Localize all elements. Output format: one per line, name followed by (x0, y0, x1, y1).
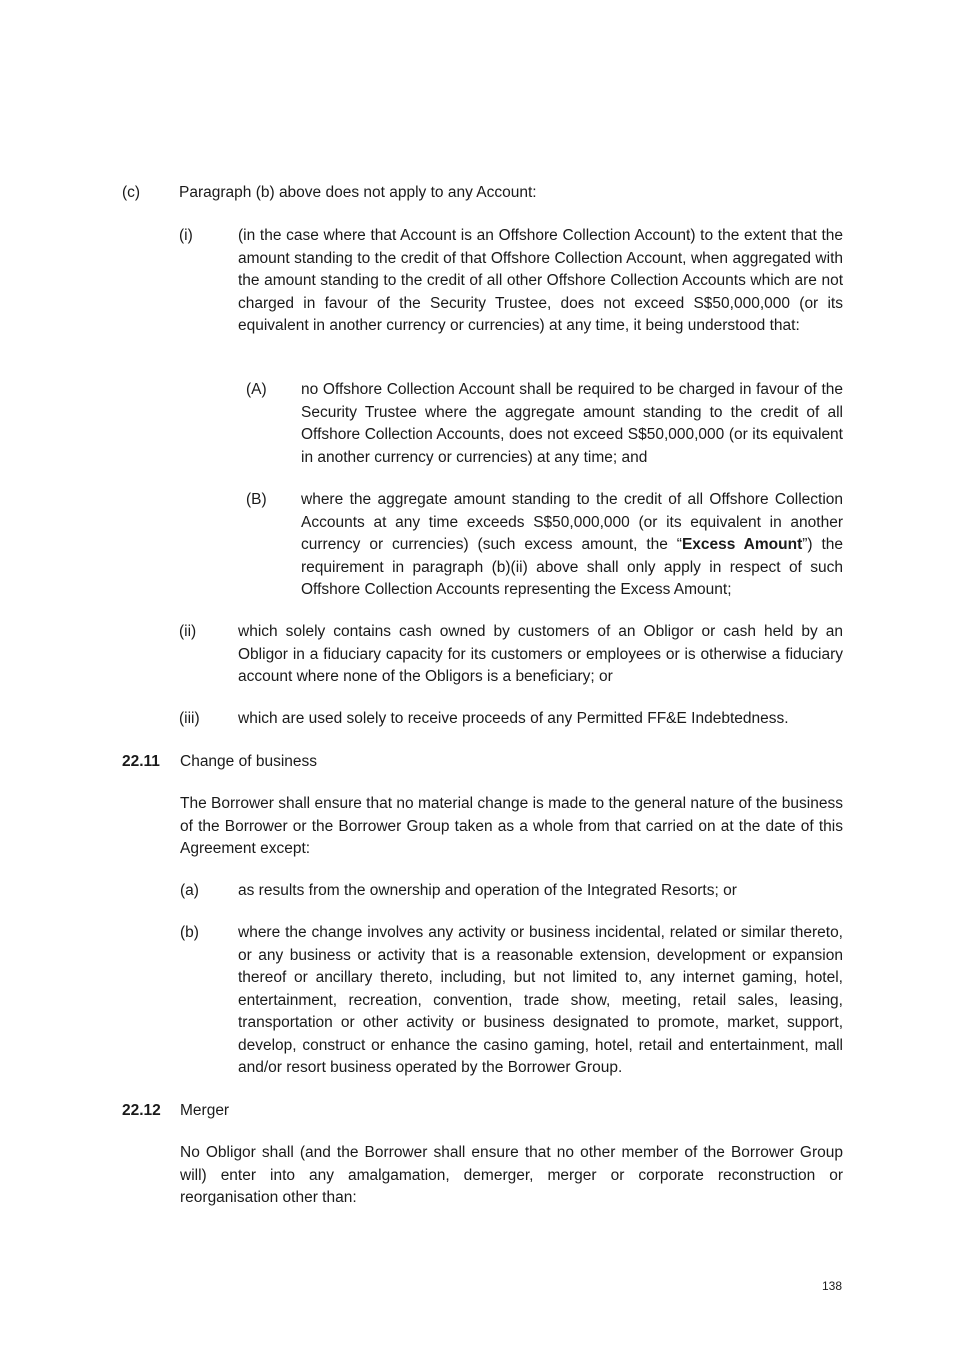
clause-c-i-A-label: (A) (246, 381, 267, 398)
section-22-11-a-text: as results from the ownership and operation of the Integrated Resorts; or (238, 882, 737, 899)
clause-c-label: (c) (122, 184, 141, 201)
section-22-12-number: 22.12 (122, 1102, 161, 1119)
clause-c-i-label: (i) (179, 227, 193, 244)
clause-c-i-A-text: no Offshore Collection Account shall be required to be charged in favour of the Security Trustee where the aggregate amount standing to the credit of all Offshore Collection Accounts, does not exceed S$50,000,000 (or its equivalent in another currency or currencies) at any time; and (301, 381, 843, 466)
clause-c-text: Paragraph (b) above does not apply to any Account: (179, 184, 537, 201)
section-22-11-title: Change of business (180, 753, 318, 770)
clause-c-iii-text: which are used solely to receive proceeds of any Permitted FF&E Indebtedness. (238, 710, 789, 727)
section-22-11-number: 22.11 (122, 753, 160, 770)
clause-c-i-text: (in the case where that Account is an Offshore Collection Account) to the extent that the amount standing to the credit of that Offshore Collection Account, when aggregated with the amount standing to the credit of all other Offshore Collection Accounts which are not charged in favour of the Security Trustee, does not exceed S$50,000,000 (or its equivalent in another currency or currencies) at any time, it being understood that: (238, 227, 843, 334)
clause-c-ii-text: which solely contains cash owned by customers of an Obligor or cash held by an Obligor in a fiduciary capacity for its customers or employees or is otherwise a fiduciary account where none of the Obligors is a beneficiary; or (238, 623, 843, 685)
section-22-11-a-label: (a) (180, 882, 199, 899)
clause-c-i-B-label: (B) (246, 491, 267, 508)
clause-c-iii-label: (iii) (179, 710, 200, 727)
clause-c-ii-label: (ii) (179, 623, 197, 640)
section-22-11-intro-text: The Borrower shall ensure that no material change is made to the general nature of the business of the Borrower or the Borrower Group taken as a whole from that carried on at the date of this Agreement except: (180, 795, 843, 857)
section-22-12-title: Merger (180, 1102, 230, 1119)
section-22-12-intro-text: No Obligor shall (and the Borrower shall ensure that no other member of the Borrower Group will) enter into any amalgamation, demerger, merger or corporate reconstruction or reorganisation other than: (180, 1144, 843, 1206)
section-22-11-b-text: where the change involves any activity or business incidental, related or similar thereto, or any business or activity that is a reasonable extension, development or expansion thereof or ancillary thereto, including, but not limited to, any internet gaming, hotel, entertainment, recreation, convention, trade show, meeting, retail sales, leasing, transportation or other activity or business designated to promote, market, support, develop, construct or enhance the casino gaming, hotel, retail and entertainment, mall and/or resort business operated by the Borrower Group. (238, 924, 843, 1076)
defined-term-excess-amount: Excess Amount (681, 536, 803, 553)
page-number: 138 (822, 1279, 843, 1293)
section-22-11-b-label: (b) (180, 924, 199, 941)
clause-c-i-B-text: where the aggregate amount standing to the credit of all Offshore Collection Accounts at any time exceeds S$50,000,000 (or its equivalent in another currency or currencies) (such excess amount, the “Excess Amount”) the requirement in paragraph (b)(ii) above shall only apply in respect of such Offshore Collection Accounts representing the Excess Amount; (301, 491, 843, 598)
